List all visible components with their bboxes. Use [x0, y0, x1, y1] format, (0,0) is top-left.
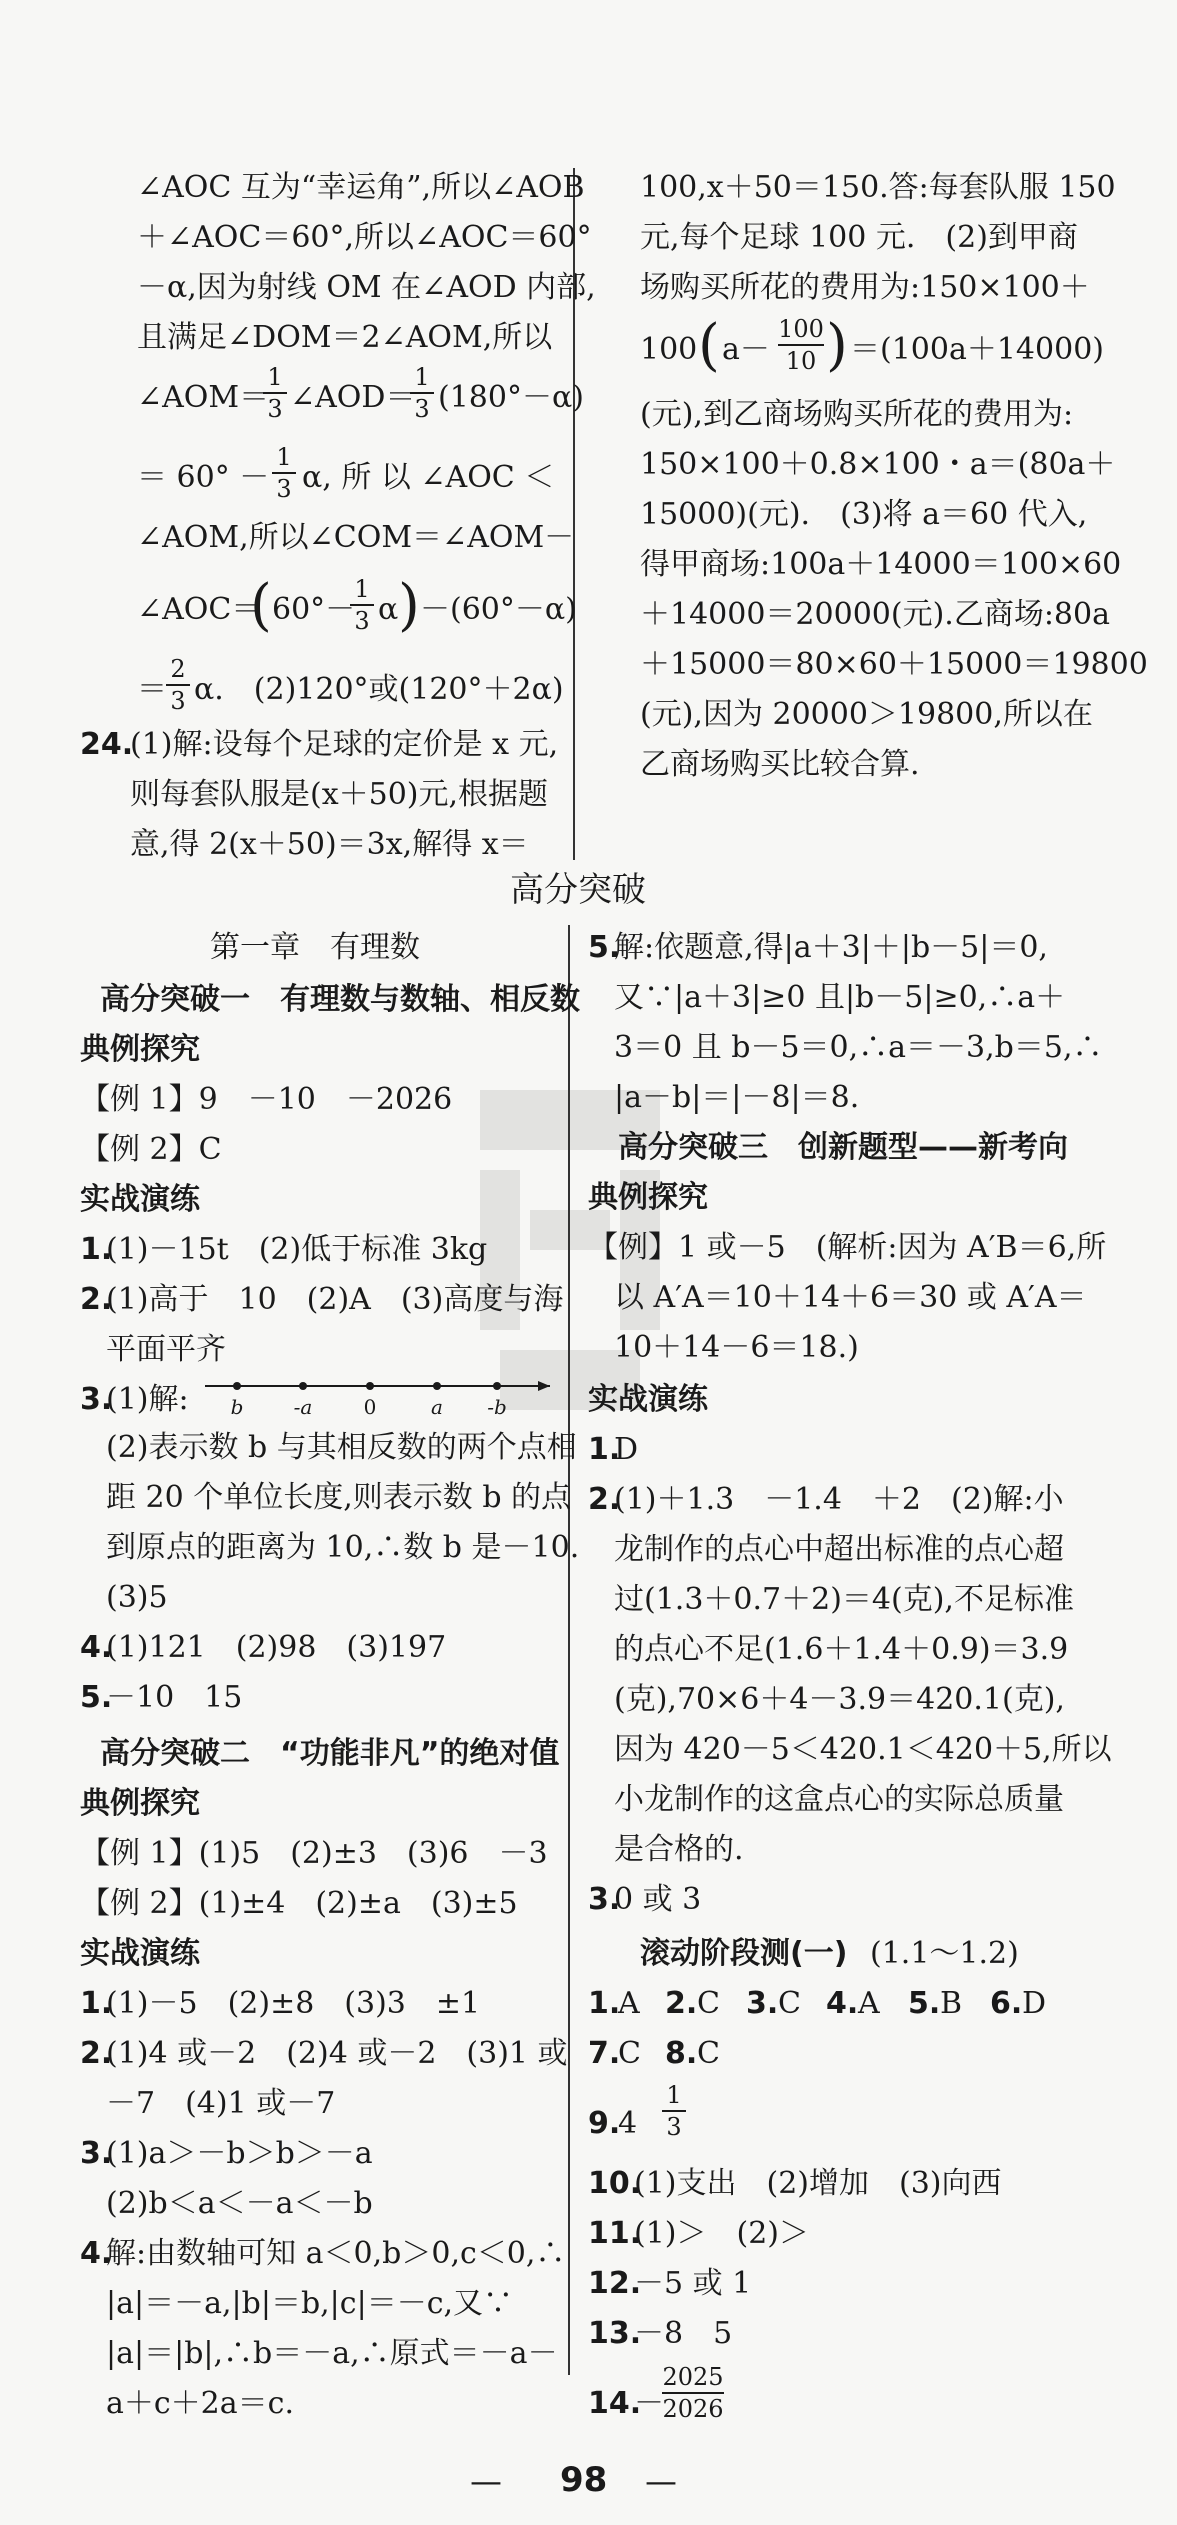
- answer: －5 或 1: [634, 2266, 752, 2301]
- text-line: (元),到乙商场购买所花的费用为:: [640, 397, 1074, 432]
- text-line: a－: [722, 332, 770, 367]
- subsection-heading: 高分突破一 有理数与数轴、相反数: [100, 982, 580, 1017]
- number-line-label: -a: [293, 1395, 313, 1419]
- heading: 实战演练: [80, 1936, 200, 1971]
- answer: D: [1022, 1986, 1047, 2021]
- text-line: (1)4 或－2 (2)4 或－2 (3)1 或: [106, 2036, 568, 2071]
- question-number: 3.: [746, 1986, 779, 2021]
- text-line: α. (2)120°或(120°＋2α): [194, 672, 564, 707]
- text-line: 的点心不足(1.6＋1.4＋0.9)＝3.9: [614, 1632, 1069, 1667]
- chapter-heading: 第一章 有理数: [210, 930, 420, 965]
- text-line: －(60°－α): [420, 592, 577, 627]
- text-line: (克),70×6＋4－3.9＝420.1(克),: [614, 1682, 1065, 1717]
- page-number: 98: [560, 2460, 608, 2500]
- answer: 4: [618, 2106, 638, 2141]
- text-line: ∠AOC＝: [137, 592, 262, 627]
- answer: A: [858, 1986, 880, 2021]
- text-line: 【例 1】9 －10 －2026: [80, 1082, 453, 1117]
- test-heading: 滚动阶段测(一): [640, 1936, 848, 1971]
- text-line: 乙商场购买比较合算.: [640, 747, 920, 782]
- question-number: 9.: [588, 2106, 621, 2141]
- question-number: 2.: [80, 2036, 113, 2071]
- question-number: 5.: [908, 1986, 941, 2021]
- text-line: 则每套队服是(x＋50)元,根据题: [130, 777, 549, 812]
- question-number: 24.: [80, 727, 134, 762]
- paren-open-icon: (: [250, 573, 272, 638]
- text-line: 小龙制作的这盒点心的实际总质量: [614, 1782, 1064, 1817]
- question-number: 4.: [80, 1630, 113, 1665]
- text-line: 又∵|a＋3|≥0 且|b－5|≥0,∴a＋: [614, 980, 1066, 1015]
- paren-close-icon: ): [826, 313, 848, 378]
- question-number: 1.: [80, 1986, 113, 2021]
- question-number: 11.: [588, 2216, 642, 2251]
- answer: C: [697, 1986, 720, 2021]
- question-number: 7.: [588, 2036, 621, 2071]
- text-line: 100,x＋50＝150.答:每套队服 150: [640, 170, 1116, 205]
- text-line: 到原点的距离为 10,∴数 b 是－10.: [106, 1530, 580, 1565]
- question-number: 3.: [588, 1882, 621, 1917]
- question-number: 1.: [80, 1232, 113, 1267]
- text-line: 距 20 个单位长度,则表示数 b 的点: [106, 1480, 572, 1515]
- text-line: －α,因为射线 OM 在∠AOD 内部,: [137, 270, 596, 305]
- fraction: $\frac{100}{10}$: [778, 315, 824, 375]
- text-line: ∠AOD＝: [290, 380, 416, 415]
- fraction: $\frac{1}{3}$: [272, 442, 296, 504]
- answer: (1)＞ (2)＞: [634, 2216, 809, 2251]
- text-line: D: [614, 1432, 639, 1467]
- text-line: (1)a＞－b＞b＞－a: [106, 2136, 373, 2171]
- fraction: $\frac{1}{3}$: [350, 574, 374, 636]
- question-number: 2.: [588, 1482, 621, 1517]
- number-line-label: -b: [487, 1395, 507, 1419]
- text-line: 10＋14－6＝18.): [614, 1330, 859, 1365]
- text-line: (1)高于 10 (2)A (3)高度与海: [106, 1282, 564, 1317]
- question-number: 10.: [588, 2166, 642, 2201]
- question-number: 5.: [588, 930, 621, 965]
- fraction: $\frac{2}{3}$: [166, 654, 190, 716]
- text-line: α, 所 以 ∠AOC ＜: [302, 460, 555, 495]
- text-line: －10 15: [106, 1680, 243, 1715]
- text-line: 100: [640, 332, 698, 367]
- text-line: 15000)(元). (3)将 a＝60 代入,: [640, 497, 1088, 532]
- text-line: 3＝0 且 b－5＝0,∴a＝－3,b＝5,∴: [614, 1030, 1103, 1065]
- text-line: (1)＋1.3 －1.4 ＋2 (2)解:小: [614, 1482, 1064, 1517]
- text-line: 150×100＋0.8×100・a＝(80a＋: [640, 447, 1116, 482]
- page-number-dash-right: —: [645, 2462, 677, 2500]
- text-line: 元,每个足球 100 元. (2)到甲商: [640, 220, 1078, 255]
- heading: 典例探究: [80, 1786, 200, 1821]
- text-line: (1)－5 (2)±8 (3)3 ±1: [106, 1986, 481, 2021]
- text-line: 解:依题意,得|a＋3|＋|b－5|＝0,: [614, 930, 1048, 965]
- text-line: 因为 420－5＜420.1＜420＋5,所以: [614, 1732, 1112, 1767]
- text-line: ∠AOM＝: [137, 380, 270, 415]
- paren-close-icon: ): [398, 573, 420, 638]
- text-line: (2)b＜a＜－a＜－b: [106, 2186, 373, 2221]
- answer: B: [940, 1986, 963, 2021]
- heading: 实战演练: [588, 1382, 708, 1417]
- text-line: 【例】1 或－5 (解析:因为 A′B＝6,所: [588, 1230, 1107, 1265]
- question-number: 6.: [990, 1986, 1023, 2021]
- text-line: (2)表示数 b 与其相反数的两个点相: [106, 1430, 577, 1465]
- text-line: 场购买所花的费用为:150×100＋: [640, 270, 1090, 305]
- text-line: 【例 1】(1)5 (2)±3 (3)6 －3: [80, 1836, 548, 1871]
- text-line: (元),因为 20000＞19800,所以在: [640, 697, 1093, 732]
- text-line: α: [378, 592, 399, 627]
- fraction: $\frac{1}{3}$: [263, 362, 287, 424]
- paren-open-icon: (: [698, 313, 720, 378]
- question-number: 1.: [588, 1432, 621, 1467]
- text-line: 平面平齐: [106, 1332, 226, 1367]
- test-range: (1.1～1.2): [870, 1936, 1019, 1971]
- fraction: $\frac{1}{3}$: [410, 362, 434, 424]
- text-line: 解:由数轴可知 a＜0,b＞0,c＜0,∴: [106, 2236, 566, 2271]
- answer: (1)支出 (2)增加 (3)向西: [634, 2166, 1002, 2201]
- heading: 典例探究: [80, 1032, 200, 1067]
- text-line: |a|＝|b|,∴b＝－a,∴原式＝－a－: [106, 2336, 558, 2371]
- text-line: (1)－15t (2)低于标准 3kg: [106, 1232, 488, 1267]
- question-number: 5.: [80, 1680, 113, 1715]
- page-number-dash-left: —: [470, 2462, 502, 2500]
- text-line: |a－b|＝|－8|＝8.: [614, 1080, 860, 1115]
- section-title: 高分突破: [510, 870, 646, 910]
- number-line-label: a: [431, 1395, 443, 1419]
- number-line-diagram: [205, 1372, 550, 1422]
- number-line-label: b: [230, 1395, 244, 1419]
- text-line: －7 (4)1 或－7: [106, 2086, 336, 2121]
- text-line: (180°－α): [438, 380, 584, 415]
- fraction: $\frac{2025}{2026}$: [662, 2363, 724, 2423]
- question-number: 4.: [826, 1986, 859, 2021]
- text-line: 以 A′A＝10＋14＋6＝30 或 A′A＝: [614, 1280, 1087, 1315]
- text-line: ∠AOM,所以∠COM＝∠AOM－: [137, 520, 575, 555]
- question-number: 8.: [665, 2036, 698, 2071]
- text-line: (1)解:: [106, 1382, 189, 1417]
- subsection-heading: 高分突破二 “功能非凡”的绝对值: [100, 1736, 560, 1771]
- answer: C: [618, 2036, 641, 2071]
- text-line: ＝(100a＋14000): [850, 332, 1104, 367]
- text-line: a＋c＋2a＝c.: [106, 2386, 294, 2421]
- text-line: ＋15000＝80×60＋15000＝19800: [640, 647, 1148, 682]
- text-line: 60°－: [272, 592, 356, 627]
- answer: C: [697, 2036, 720, 2071]
- text-line: 【例 2】C: [80, 1132, 222, 1167]
- answer: －: [634, 2386, 664, 2421]
- question-number: 12.: [588, 2266, 642, 2301]
- answer: －8 5: [634, 2316, 733, 2351]
- question-number: 1.: [588, 1986, 621, 2021]
- heading: 典例探究: [588, 1180, 708, 1215]
- question-number: 13.: [588, 2316, 642, 2351]
- text-line: (1)121 (2)98 (3)197: [106, 1630, 447, 1665]
- heading: 实战演练: [80, 1182, 200, 1217]
- text-line: (1)解:设每个足球的定价是 x 元,: [130, 727, 559, 762]
- subsection-heading: 高分突破三 创新题型——新考向: [618, 1130, 1068, 1165]
- text-line: ∠AOC 互为“幸运角”,所以∠AOB: [137, 170, 585, 205]
- text-line: ＝ 60° －: [137, 460, 270, 495]
- text-line: 【例 2】(1)±4 (2)±a (3)±5: [80, 1886, 518, 1921]
- text-line: |a|＝－a,|b|＝b,|c|＝－c,又∵: [106, 2286, 514, 2321]
- text-line: ＝: [137, 672, 167, 707]
- fraction: $\frac{1}{3}$: [662, 2080, 686, 2142]
- text-line: 得甲商场:100a＋14000＝100×60: [640, 547, 1122, 582]
- answer: C: [778, 1986, 801, 2021]
- text-line: 过(1.3＋0.7＋2)＝4(克),不足标准: [614, 1582, 1074, 1617]
- column-divider-bottom: [568, 925, 570, 2375]
- number-line-label: 0: [363, 1395, 377, 1419]
- text-line: 意,得 2(x＋50)＝3x,解得 x＝: [130, 827, 529, 862]
- text-line: ＋14000＝20000(元).乙商场:80a: [640, 597, 1110, 632]
- question-number: 2.: [80, 1282, 113, 1317]
- question-number: 3.: [80, 1382, 113, 1417]
- text-line: (3)5: [106, 1580, 168, 1615]
- answer: A: [618, 1986, 640, 2021]
- question-number: 2.: [665, 1986, 698, 2021]
- text-line: 且满足∠DOM＝2∠AOM,所以: [137, 320, 553, 355]
- text-line: 龙制作的点心中超出标准的点心超: [614, 1532, 1064, 1567]
- question-number: 14.: [588, 2386, 642, 2421]
- text-line: 是合格的.: [614, 1832, 744, 1867]
- text-line: 0 或 3: [614, 1882, 702, 1917]
- text-line: ＋∠AOC＝60°,所以∠AOC＝60°: [137, 220, 592, 255]
- question-number: 3.: [80, 2136, 113, 2171]
- question-number: 4.: [80, 2236, 113, 2271]
